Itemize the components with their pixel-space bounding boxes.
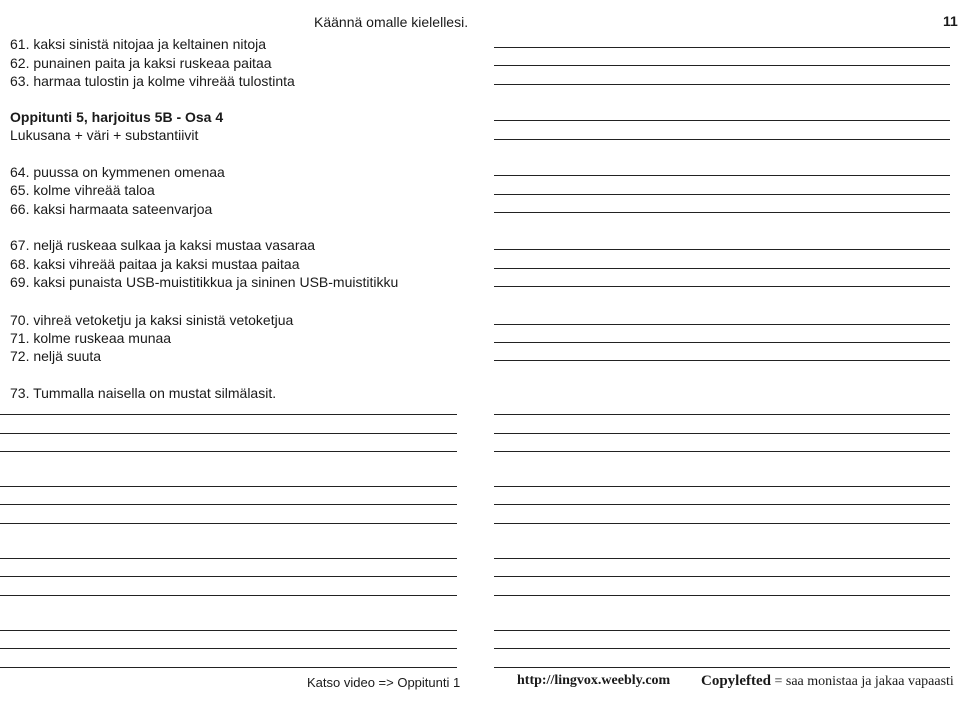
answer-line-right-5[interactable] [494, 504, 950, 505]
lesson-title: Oppitunti 5, harjoitus 5B - Osa 4 [10, 109, 224, 125]
answer-line-left-4[interactable] [0, 486, 457, 487]
answer-line-right-10[interactable] [494, 630, 950, 631]
answer-line-left-3[interactable] [0, 451, 457, 452]
answer-line-70[interactable] [494, 324, 950, 325]
copyleft-rest: = saa monistaa ja jakaa vapaasti [771, 674, 954, 689]
answer-line-67[interactable] [494, 249, 950, 250]
answer-line-71[interactable] [494, 342, 950, 343]
answer-line-right-4[interactable] [494, 486, 950, 487]
sentence-71: 71. kolme ruskeaa munaa [10, 330, 172, 346]
answer-line-63[interactable] [494, 84, 950, 85]
answer-line-left-10[interactable] [0, 630, 457, 631]
sentence-69: 69. kaksi punaista USB-muistitikkua ja sininen USB-muistitikku [10, 274, 399, 290]
answer-line-left-8[interactable] [0, 576, 457, 577]
answer-line-right-12[interactable] [494, 667, 950, 668]
sentence-63: 63. harmaa tulostin ja kolme vihreää tulostinta [10, 73, 295, 89]
lesson-subtitle: Lukusana + väri + substantiivit [10, 127, 199, 143]
sentence-66: 66. kaksi harmaata sateenvarjoa [10, 201, 213, 217]
answer-line-62[interactable] [494, 65, 950, 66]
answer-line-68[interactable] [494, 268, 950, 269]
answer-line-right-9[interactable] [494, 595, 950, 596]
answer-line-65[interactable] [494, 194, 950, 195]
answer-line-lesson-1[interactable] [494, 120, 950, 121]
website-url[interactable]: http://lingvox.weebly.com [517, 673, 671, 688]
sentence-62: 62. punainen paita ja kaksi ruskeaa paitaa [10, 55, 272, 71]
answer-line-right-1[interactable] [494, 414, 950, 415]
copyleft-word: Copylefted [701, 673, 771, 689]
sentence-67: 67. neljä ruskeaa sulkaa ja kaksi mustaa vasaraa [10, 237, 316, 253]
answer-line-left-9[interactable] [0, 595, 457, 596]
answer-line-69[interactable] [494, 286, 950, 287]
answer-line-72[interactable] [494, 360, 950, 361]
answer-line-right-6[interactable] [494, 523, 950, 524]
answer-line-left-11[interactable] [0, 648, 457, 649]
sentence-61: 61. kaksi sinistä nitojaa ja keltainen nitoja [10, 36, 267, 52]
sentence-70: 70. vihreä vetoketju ja kaksi sinistä vetoketjua [10, 312, 294, 328]
answer-line-left-6[interactable] [0, 523, 457, 524]
answer-line-61[interactable] [494, 47, 950, 48]
answer-line-right-2[interactable] [494, 433, 950, 434]
answer-line-left-7[interactable] [0, 558, 457, 559]
answer-line-lesson-2[interactable] [494, 139, 950, 140]
page-number: 11 [943, 13, 958, 29]
answer-line-66[interactable] [494, 212, 950, 213]
copyleft-notice [701, 673, 954, 690]
video-link[interactable]: Katso video => Oppitunti 1 [307, 675, 461, 690]
answer-line-left-1[interactable] [0, 414, 457, 415]
sentence-73: 73. Tummalla naisella on mustat silmälasit. [10, 385, 277, 401]
answer-line-right-7[interactable] [494, 558, 950, 559]
answer-line-right-11[interactable] [494, 648, 950, 649]
answer-line-left-5[interactable] [0, 504, 457, 505]
instruction-text: Käännä omalle kielellesi. [314, 14, 469, 30]
answer-line-right-3[interactable] [494, 451, 950, 452]
answer-line-left-2[interactable] [0, 433, 457, 434]
answer-line-64[interactable] [494, 175, 950, 176]
sentence-65: 65. kolme vihreää taloa [10, 182, 155, 198]
answer-line-left-12[interactable] [0, 667, 457, 668]
sentence-68: 68. kaksi vihreää paitaa ja kaksi mustaa paitaa [10, 256, 300, 272]
sentence-64: 64. puussa on kymmenen omenaa [10, 164, 225, 180]
sentence-72: 72. neljä suuta [10, 348, 102, 364]
answer-line-right-8[interactable] [494, 576, 950, 577]
